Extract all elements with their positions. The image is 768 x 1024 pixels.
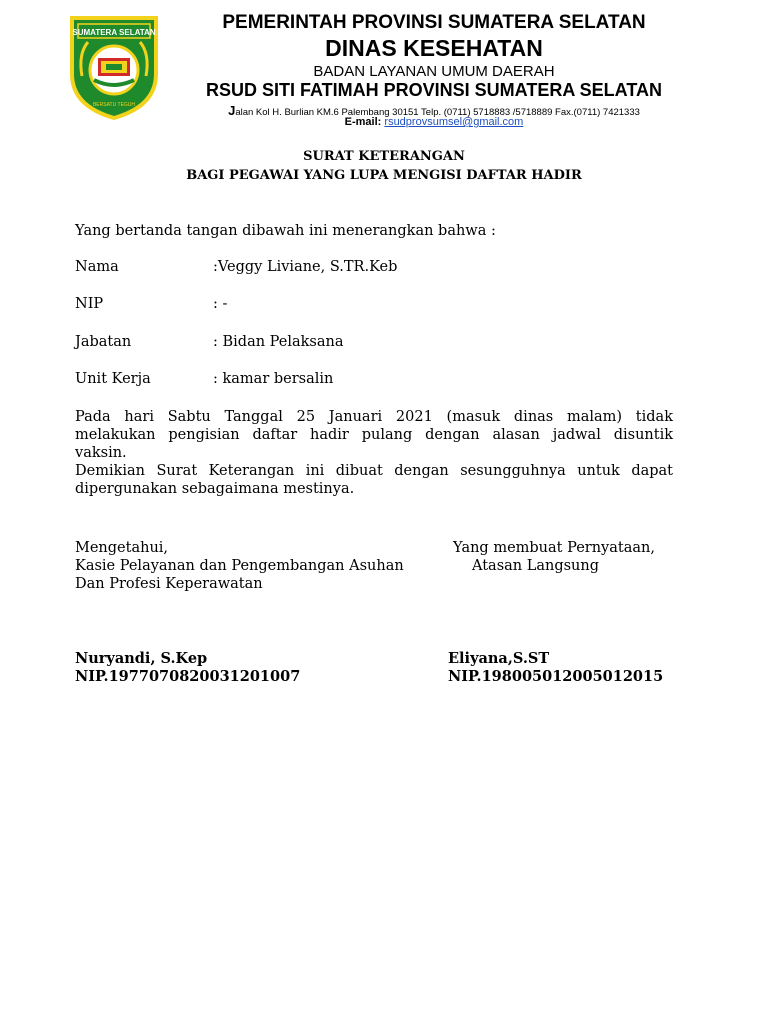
signature-right-name: Eliyana,S.ST [448, 650, 550, 667]
field-label-position: Jabatan [75, 334, 132, 350]
signature-right-nip: NIP.198005012005012015 [448, 668, 664, 685]
emblem-icon [68, 14, 160, 120]
body-p2-line2: dipergunakan sebagaimana mestinya. [75, 481, 355, 497]
letter-title: SURAT KETERANGAN [303, 149, 465, 164]
body-paragraph-1 [75, 408, 673, 498]
signature-left-name: Nuryandi, S.Kep [75, 650, 208, 667]
province-emblem-logo [68, 14, 160, 120]
letterhead-hospital: RSUD SITI FATIMAH PROVINSI SUMATERA SELATAN [205, 80, 662, 100]
field-label-name: Nama [75, 259, 119, 275]
signature-left-acknowledged: Mengetahui, [75, 540, 169, 556]
signature-left-nip: NIP.197707082003120100​7 [75, 668, 301, 685]
signature-left-title-2: Dan Profesi Keperawatan [75, 576, 263, 592]
signature-right-block [453, 539, 655, 575]
letterhead-government: PEMERINTAH PROVINSI SUMATERA SELATAN [222, 12, 646, 33]
address-initial: J [228, 103, 236, 118]
body-p2-line1: Demikian Surat Keterangan ini dibuat dengan sesungguhnya untuk dapat [75, 463, 673, 479]
letterhead-email [180, 116, 688, 128]
signature-right-statement: Yang membuat Pernyataan, [453, 540, 655, 556]
intro-text: Yang bertanda tangan dibawah ini menerangkan bahwa : [75, 223, 496, 239]
letterhead-agency: DINAS KESEHATAN [325, 35, 543, 61]
letter-subtitle: BAGI PEGAWAI YANG LUPA MENGISI DAFTAR HADIR [186, 168, 582, 183]
letterhead-unit: BADAN LAYANAN UMUM DAERAH [313, 63, 555, 80]
field-value-name: :Veggy Liviane, S.TR.Keb [213, 259, 398, 275]
field-label-work-unit: Unit Kerja [75, 371, 151, 387]
field-value-position: : Bidan Pelaksana [213, 334, 344, 350]
field-value-nip: : - [213, 296, 228, 312]
logo-bottom-text: BERSATU TEGUH [92, 102, 136, 108]
field-label-nip: NIP [75, 296, 104, 312]
signature-right-title: Atasan Langsung [472, 558, 600, 574]
signature-left-block [75, 539, 404, 593]
body-p1-line3: vaksin. [75, 445, 127, 461]
address-text: alan Kol H. Burlian KM.6 Palembang 30151 Telp. (0711) 5718883 /5718889 Fax.(0711) 7421333 [235, 107, 640, 118]
email-label: E-mail: [344, 116, 382, 128]
body-p1-line1: Pada hari Sabtu Tanggal 25 Januari 2021 (masuk dinas malam) tidak [75, 409, 673, 425]
field-value-work-unit: : kamar bersalin [213, 371, 334, 387]
email-link[interactable]: rsudprovsumsel@gmail.com [384, 116, 524, 128]
signature-left-title: Kasie Pelayanan dan Pengembangan Asuhan [75, 558, 404, 574]
body-p1-line2: melakukan pengisian daftar hadir pulang dengan alasan jadwal disuntik [75, 427, 673, 443]
logo-top-text: SUMATERA SELATAN [72, 28, 156, 37]
